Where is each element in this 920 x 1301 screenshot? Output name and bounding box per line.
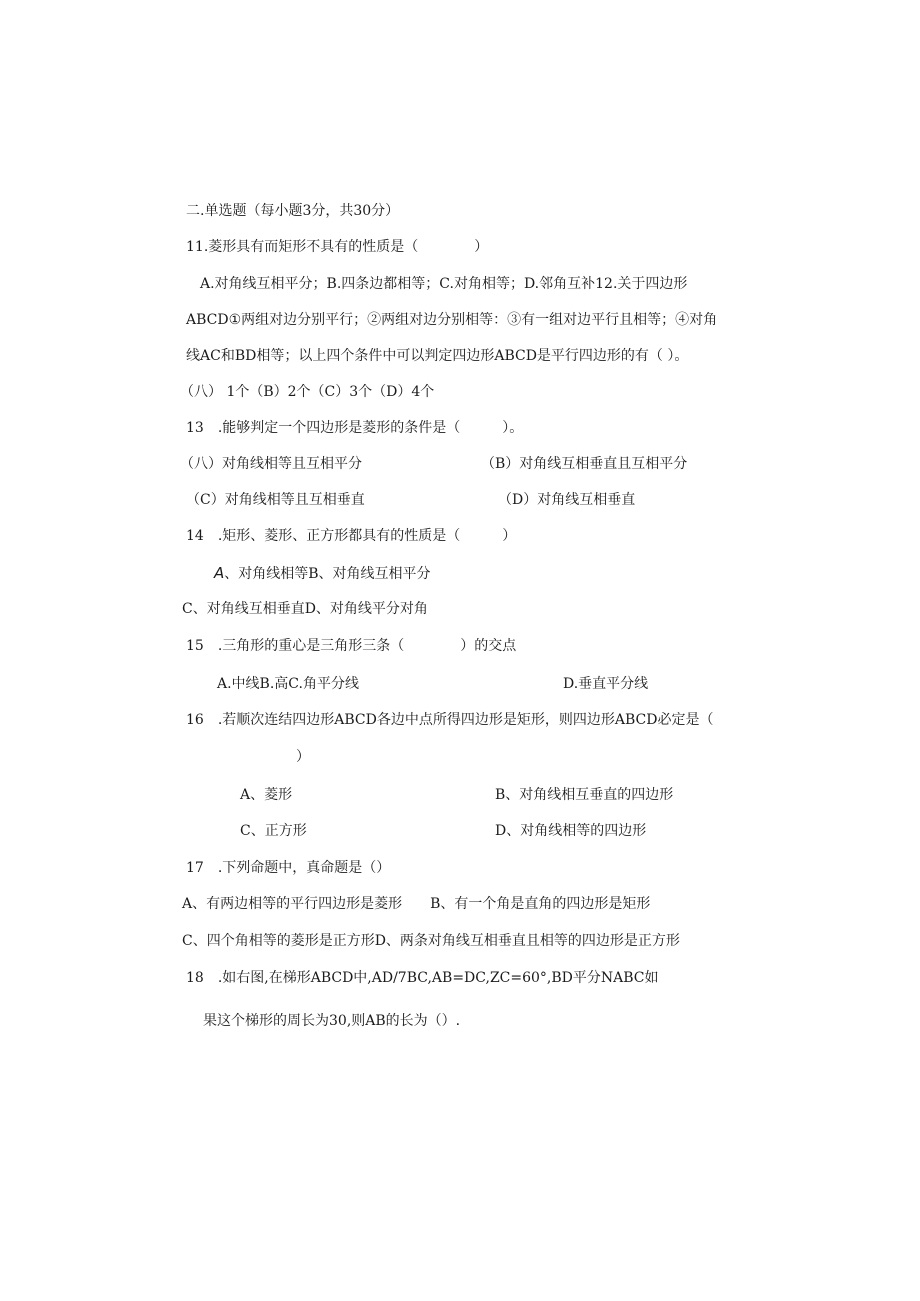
question-16-stem-close: ） [296,749,310,765]
question-18-line-2: 果这个梯形的周长为30,则AB的长为（）. [203,1013,461,1029]
question-13-option-d: （D）对角线互相垂直 [498,492,636,508]
question-14-options-ab [214,563,431,584]
question-11-options: A.对角线互相平分；B.四条边都相等；C.对角相等；D.邻角互补12.关于四边形 [200,276,688,292]
question-14-stem: 14 .矩形、菱形、正方形都具有的性质是（ ） [186,528,517,544]
question-12-line-2: 线AC和BD相等；以上四个条件中可以判定四边形ABCD是平行四边形的有（ ）。 [186,348,689,364]
question-15-option-d: D.垂直平分线 [563,676,649,692]
question-12-line-1: ABCD①两组对边分别平行；②两组对边分别相等：③有一组对边平行且相等；④对角 [186,312,718,328]
question-17-options-ab: A、有两边相等的平行四边形是菱形 B、有一个角是直角的四边形是矩形 [182,896,651,912]
question-13-stem: 13 .能够判定一个四边形是菱形的条件是（ ）。 [186,420,524,436]
question-12-options: （八） 1个（B）2个（C）3个（D）4个 [180,384,435,400]
question-11-stem: 11.菱形具有而矩形不具有的性质是（ ） [186,239,489,255]
question-14-options-cd: C、对角线互相垂直D、对角线平分对角 [182,601,428,617]
question-13-option-a: （八）对角线相等且互相平分 [180,456,362,472]
question-16-option-d: D、对角线相等的四边形 [495,823,647,839]
question-13-option-c: （C）对角线相等且互相垂直 [186,492,365,508]
question-16-stem: 16 .若顺次连结四边形ABCD各边中点所得四边形是矩形，则四边形ABCD必定是（ [186,712,714,728]
question-14-options-ab-text: 、对角线相等B、对角线互相平分 [224,566,431,582]
question-18-line-1: 18 .如右图,在梯形ABCD中,AD/7BC,AB=DC,ZC=60°,BD平分NABC如 [186,970,659,986]
question-13-option-b: （B）对角线互相垂直且互相平分 [481,456,688,472]
question-15-options-abc: A.中线B.高C.角平分线 [217,676,359,692]
question-17-stem: 17 .下列命题中，真命题是（） [186,860,391,876]
section-title: 二.单选题（每小题3分，共30分） [186,203,400,219]
question-16-option-a: A、菱形 [240,787,293,803]
question-17-options-cd: C、四个角相等的菱形是正方形D、两条对角线互相垂直且相等的四边形是正方形 [182,933,680,949]
question-16-option-c: C、正方形 [240,823,307,839]
question-15-stem: 15 .三角形的重心是三角形三条（ ）的交点 [186,638,517,654]
question-16-option-b: B、对角线相互垂直的四边形 [495,787,674,803]
option-a-letter: A [214,564,225,582]
